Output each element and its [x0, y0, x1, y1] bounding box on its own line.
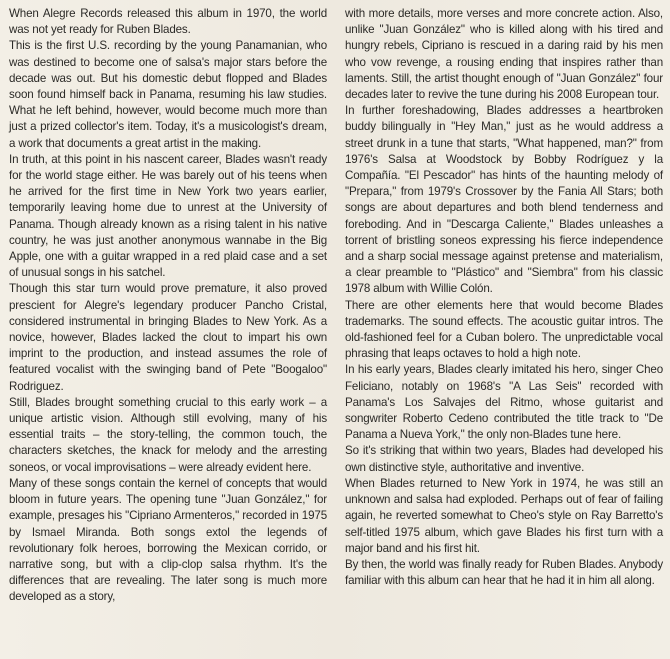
paragraph: Many of these songs contain the kernel of concepts that would bloom in future years. The opening tune "Juan González," for example, presages his "Cipriano Armenteros," recorded in 1975 by Ismael Miranda. Both songs extol the legends of revolutionary folk heroes, borrowing the Mexican corrido, or narrative song, but with a clip-clop salsa rhythm. It's the differences that are revealing. The later song is much more developed as a story,: [9, 476, 327, 604]
paragraph: In further foreshadowing, Blades addresses a heartbroken buddy bilingually in "Hey Man," just as he would address a street drunk in a tune that starts, "What happened, man?" from 1976's Salsa at Woodstock by Bobby Rodríguez y la Compañía. "El Pescador" has hints of the haunting melody of "Prepara," from 1979's Crossover by the Fania All Stars; both songs are about departures and both blend tenderness and foreboding. And in "Descarga Caliente," Blades unleashes a torrent of bristling soneos expressing his fierce independence and a sharp social message against pretense and materialism, a clear preamble to "Plástico" and "Siembra" from his classic 1978 album with Willie Colón.: [345, 104, 663, 296]
paragraph: There are other elements here that would become Blades trademarks. The sound effects. The acoustic guitar intros. The old-fashioned feel for a Cuban bolero. The unpredictable vocal phrasing that leaps octaves to hold a high note.: [345, 298, 663, 361]
paragraph: with more details, more verses and more concrete action. Also, unlike "Juan González" who is killed along with his tired and hungry rebels, Cipriano is rescued in a daring raid by his men who vow revenge, a rousing ending that inspires rather than laments. Still, the artist thought enough of "Juan González" four decades later to revive the tune during his 2008 European tour.: [345, 7, 663, 102]
left-column: [9, 6, 327, 606]
paragraph: In his early years, Blades clearly imitated his hero, singer Cheo Feliciano, notably on 1968's "A Las Seis" recorded with Panama's Los Salvajes del Ritmo, whose guitarist and songwriter Roberto Cedeno contributed the title track to "De Panama a Nueva York," the only non-Blades tune here.: [345, 363, 663, 442]
paragraph: When Blades returned to New York in 1974, he was still an unknown and salsa had exploded. Perhaps out of fear of failing again, he reverted somewhat to Cheo's style on Ray Barretto's self-titled 1975 album, which gave Blades his first turn with a major band and his first hit.: [345, 476, 663, 555]
paragraph: Still, Blades brought something crucial to this early work – a unique artistic vision. Although still evolving, many of his essential traits – the story-telling, the common touch, the characters sketches, the knack for melody and the arresting soneos, or vocal improvisations – were already evident here.: [9, 395, 327, 474]
paragraph: When Alegre Records released this album in 1970, the world was not yet ready for Ruben Blades.: [9, 7, 327, 37]
paragraph: In truth, at this point in his nascent career, Blades wasn't ready for the world stage either. He was barely out of his teens when he arrived for the first time in New York two years earlier, temporarily leaving home due to unrest at the University of Panama. Though already known as a rising talent in his native country, he was just another anonymous wannabe in the Big Apple, one with a guitar wrapped in a red plaid case and a set of unusual songs in his satchel.: [9, 152, 327, 280]
paragraph: So it's striking that within two years, Blades had developed his own distinctive style, authoritative and inventive.: [345, 444, 663, 474]
right-column: [345, 6, 663, 589]
paragraph: This is the first U.S. recording by the young Panamanian, who was destined to become one of salsa's major stars before the decade was out. But his domestic debut flopped and Blades soon found himself back in Panama, resuming his law studies. What he left behind, however, would become much more than just a prized collector's item. Today, it's a musicologist's dream, a work that documents a great artist in the making.: [9, 39, 327, 150]
paragraph: Though this star turn would prove premature, it also proved prescient for Alegre's legendary producer Pancho Cristal, considered instrumental in bringing Blades to New York. As a novice, however, Blades lacked the clout to impart his own imprint to the production, and instead assumes the role of featured vocalist with the swinging band of Pete "Boogaloo" Rodriguez.: [9, 282, 327, 393]
paragraph: By then, the world was finally ready for Ruben Blades. Anybody familiar with this album can hear that he had it in him all along.: [345, 557, 663, 588]
